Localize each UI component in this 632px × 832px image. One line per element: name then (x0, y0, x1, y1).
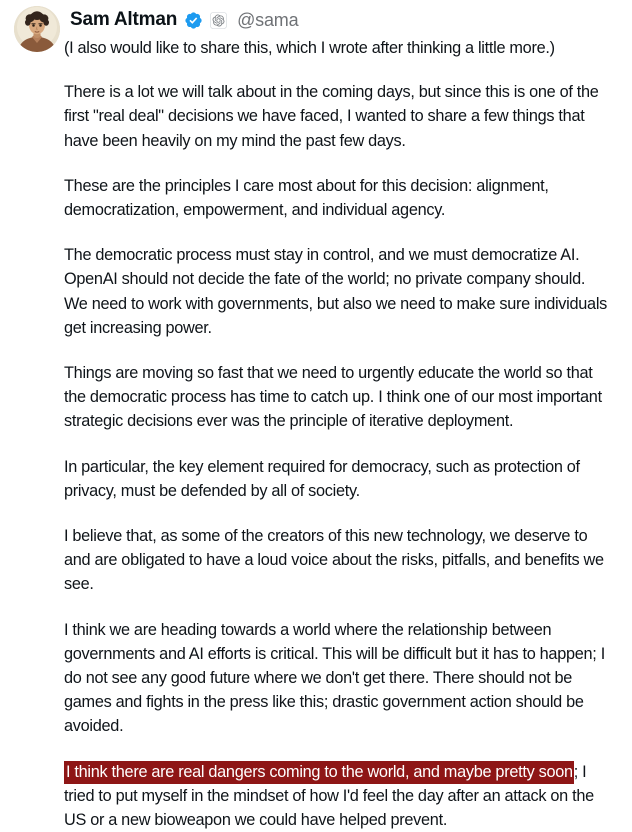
tweet-paragraph-6: I believe that, as some of the creators of this new technology, we deserve to and are obligated to have a loud voice about the risks, pitfalls, and benefits we see. (64, 527, 604, 594)
tweet-header (14, 4, 616, 34)
author-handle[interactable]: @sama (237, 10, 299, 30)
highlighted-text: I think there are real dangers coming to the world, and maybe pretty soon (64, 761, 574, 784)
tweet-paragraph-lead: (I also would like to share this, which I wrote after thinking a little more.) (64, 39, 555, 57)
author-identity (70, 4, 298, 34)
tweet-paragraph-2: These are the principles I care most about for this decision: alignment, democratization, empowerment, and individual agency. (64, 176, 549, 220)
tweet-paragraph-final (64, 760, 608, 832)
final-paragraph-rest: ; I tried to put myself in the mindset of how I'd feel the day after an attack on the US or a new bioweapon we could have helped prevent. (64, 762, 594, 830)
author-display-name[interactable]: Sam Altman (70, 9, 178, 30)
avatar[interactable] (14, 6, 60, 52)
tweet-paragraph-4: Things are moving so fast that we need to urgently educate the world so that the democratic process has time to catch up. I think one of our most important strategic decisions ever was the principle of iterative deployment. (64, 364, 602, 431)
openai-logo-icon[interactable] (210, 12, 227, 29)
verified-check-icon[interactable] (184, 11, 203, 30)
tweet-body (14, 36, 616, 832)
user-avatar-photo[interactable] (14, 6, 60, 52)
tweet-paragraph-3: The democratic process must stay in control, and we must democratize AI. OpenAI should not decide the fate of the world; no private company should. We need to work with governments, but also we need to make sure individuals get increasing power. (64, 246, 608, 337)
tweet-paragraph-5: In particular, the key element required for democracy, such as protection of privacy, must be defended by all of society. (64, 457, 580, 500)
tweet-paragraph-1: There is a lot we will talk about in the coming days, but since this is one of the first "real deal" decisions we have faced, I wanted to share a few things that have been heavily on my mind the past few days. (64, 83, 599, 150)
tweet-paragraph-7: I think we are heading towards a world where the relationship between governments and AI efforts is critical. This will be difficult but it has to happen; I do not see any good future where we don't get there. There should not be games and fights in the press like this; drastic government action should be avoided. (64, 620, 605, 736)
